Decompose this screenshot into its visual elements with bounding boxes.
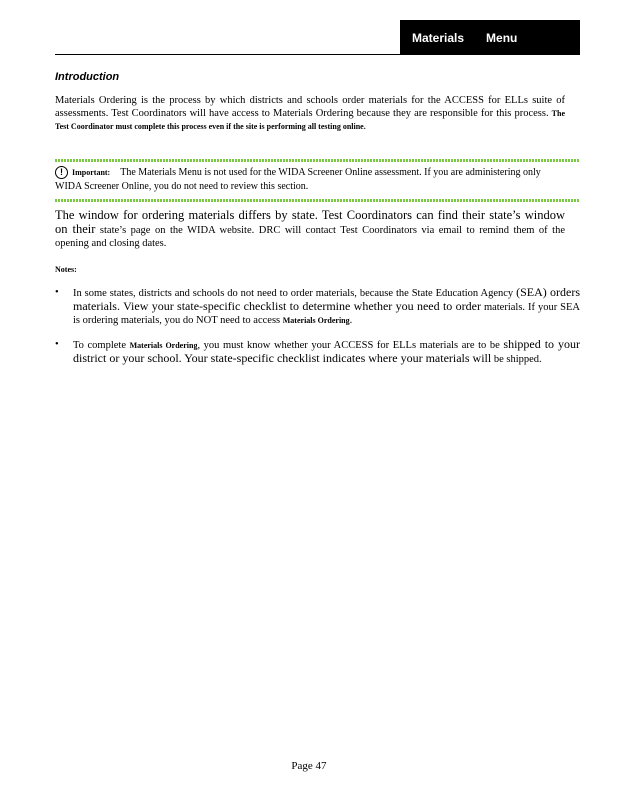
bullet1-c: materials. If your SEA is ordering materials, you do NOT need to access [73, 302, 581, 326]
bullet2-c: shipped to your district or your school. Your state-specific checklist indicates where your materials will [73, 337, 581, 365]
list-item [55, 338, 580, 366]
bullet-icon: • [55, 287, 59, 298]
bullet2-tiny: Materials Ordering [129, 341, 198, 350]
list-item [55, 286, 580, 327]
bullet1-b: (SEA) orders materials. View your state-specific checklist to determine whether you need to order [73, 285, 581, 313]
bullet2-b: , you must know whether your ACCESS for ELLs materials are to be [197, 340, 500, 351]
intro-paragraph [55, 94, 565, 133]
green-divider-top [55, 159, 580, 162]
window-rest: state’s page on the WIDA website. DRC will contact Test Coordinators via email to remind them of the opening and closing dates. [55, 225, 565, 249]
notes-label: Notes: [55, 265, 77, 274]
important-icon: ! [55, 166, 68, 179]
section-header-tab [400, 20, 580, 55]
intro-small-text: The Test Coordinator must complete this process even if the site is performing all testing online. [55, 109, 565, 131]
important-label: Important: [72, 168, 111, 177]
section-title: Introduction [55, 71, 120, 83]
important-text: The Materials Menu is not used for the WIDA Screener Online assessment. If you are administering only WIDA Screener Online, you do not need to review this section. [55, 167, 541, 192]
green-divider-bottom [55, 199, 580, 202]
header-materials: Materials [412, 30, 465, 45]
important-note [55, 166, 565, 194]
bullet2-d: be shipped. [493, 354, 542, 365]
bullet2-a: To complete [73, 340, 127, 351]
bullet1-a: In some states, districts and schools do not need to order materials, because the State Education Agency [73, 288, 514, 299]
intro-text: Materials Ordering is the process by which districts and schools order materials for the ACCESS for ELLs suite of assessments. Test Coordinators will have access to Materials Ordering because they are responsible for this process. [55, 95, 565, 119]
header-menu: Menu [486, 30, 518, 45]
header-rule [55, 54, 580, 55]
bullet-icon: • [55, 339, 59, 350]
bullet1-d: . [349, 315, 353, 326]
window-paragraph [55, 209, 565, 250]
page-number: Page 47 [291, 760, 327, 772]
bullet1-tiny: Materials Ordering [282, 316, 350, 325]
window-lead: The window for ordering materials differs by state. Test Coordinators can find their state’s window on their [55, 208, 565, 236]
